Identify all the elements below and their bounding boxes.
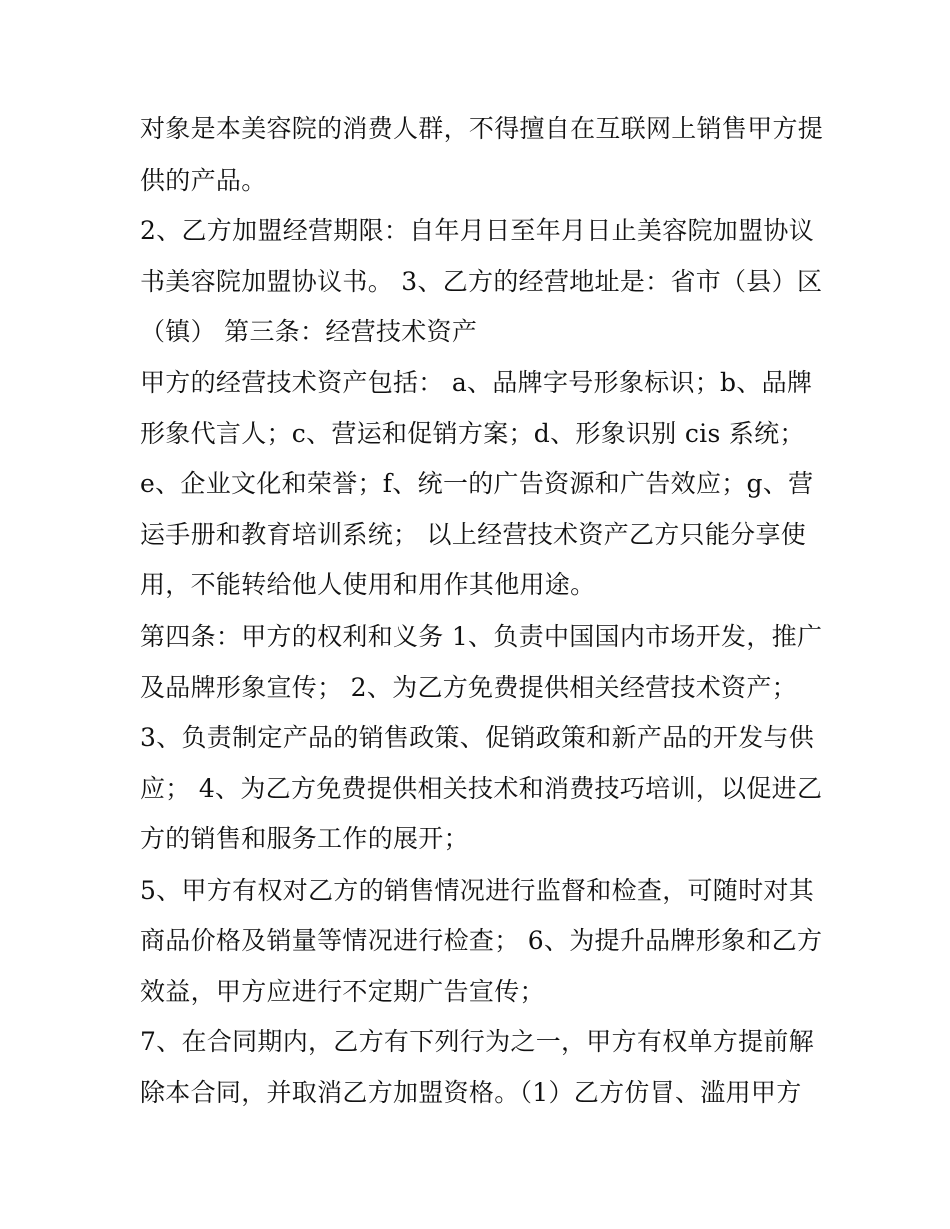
text-line: 甲方的经营技术资产包括： a、品牌字号形象标识；b、品牌 (140, 368, 813, 397)
text-line: 方的销售和服务工作的展开； (140, 824, 469, 853)
text-line: 及品牌形象宣传； 2、为乙方免费提供相关经营技术资产； (140, 673, 797, 702)
text-line: 3、负责制定产品的销售政策、促销政策和新产品的开发与供 (140, 723, 815, 752)
text-line: 商品价格及销量等情况进行检查； 6、为提升品牌形象和乙方 (140, 926, 823, 955)
text-line: 除本合同，并取消乙方加盟资格。（1）乙方仿冒、滥用甲方 (140, 1078, 802, 1107)
text-line: 书美容院加盟协议书。 3、乙方的经营地址是：省市（县）区 (140, 267, 823, 296)
text-line: 5、甲方有权对乙方的销售情况进行监督和检查，可随时对其 (140, 876, 815, 905)
text-line: 2、乙方加盟经营期限：自年月日至年月日止美容院加盟协议 (140, 216, 815, 245)
text-line: 用，不能转给他人使用和用作其他用途。 (140, 570, 596, 599)
text-line: 供的产品。 (140, 166, 267, 195)
text-line: 应； 4、为乙方免费提供相关技术和消费技巧培训，以促进乙 (140, 774, 823, 803)
text-line: 效益，甲方应进行不定期广告宣传； (140, 977, 545, 1006)
text-line: 形象代言人；c、营运和促销方案；d、形象识别 cis 系统； (140, 419, 805, 448)
text-line: （镇） 第三条：经营技术资产 (140, 317, 478, 346)
text-line: 运手册和教育培训系统； 以上经营技术资产乙方只能分享使 (140, 520, 807, 549)
text-line: 对象是本美容院的消费人群，不得擅自在互联网上销售甲方提 (140, 114, 824, 143)
text-line: 第四条：甲方的权利和义务 1、负责中国国内市场开发，推广 (140, 622, 823, 651)
text-line: e、企业文化和荣誉；f、统一的广告资源和广告效应；g、营 (140, 469, 814, 498)
text-line: 7、在合同期内，乙方有下列行为之一，甲方有权单方提前解 (140, 1027, 815, 1056)
